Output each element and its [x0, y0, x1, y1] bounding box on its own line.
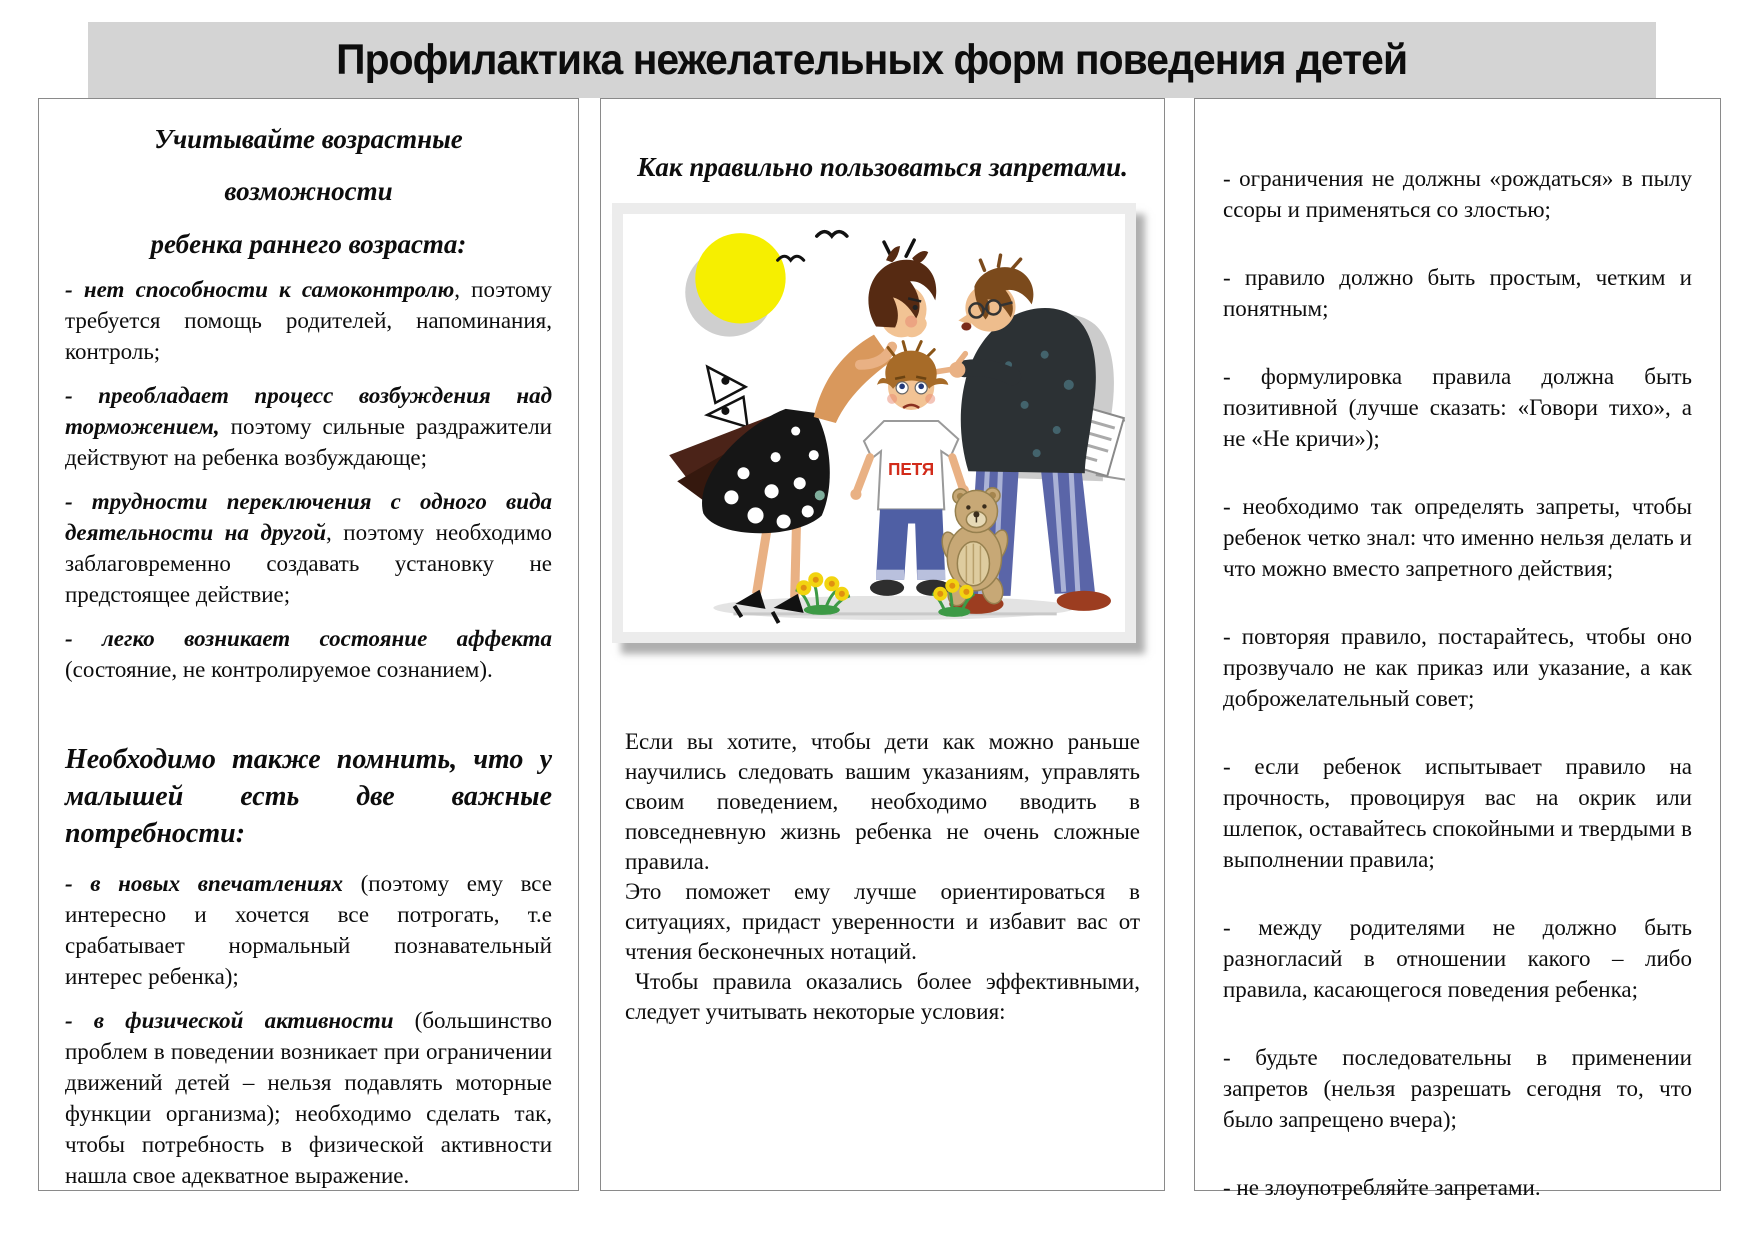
ground-shadow [713, 596, 1074, 620]
sun-icon [685, 233, 785, 336]
rule-item: - если ребенок испытывает правило на прочность, провоцируя вас на окрик или шлепок, оставайтесь спокойными и твердыми в выполнении правила; [1223, 754, 1692, 872]
left-heading-line: возможности [224, 176, 393, 207]
family-scolding-svg [623, 214, 1125, 632]
rule-item: - будьте последовательны в применении запретов (нельзя разрешать сегодня то, что было запрещено вчера); [1223, 1045, 1692, 1132]
rule-item: - правило должно быть простым, четким и понятным; [1223, 265, 1692, 321]
panel-how-to-use-prohibitions [600, 98, 1165, 1191]
list-item: - в физической активности (большинство проблем в поведении возникает при ограничении движений детей – нельзя подавлять моторные функции организма); необходимо сделать так, чтобы потребность в физической активности нашла свое адекватное выражение. [65, 1008, 552, 1189]
paragraph: Чтобы правила оказались более эффективными, следует учитывать некоторые условия: [625, 969, 1140, 1024]
paragraph: Это поможет ему лучше ориентироваться в ситуациях, придаст уверенности и избавит вас от чтения бесконечных нотаций. [625, 879, 1140, 964]
left-heading-line: Учитывайте возрастные [154, 124, 463, 154]
left-heading-line: ребенка раннего возраста: [150, 228, 467, 259]
list-item: - легко возникает состояние аффекта (состояние, не контролируемое сознанием). [65, 626, 552, 683]
birds-icon [778, 232, 847, 261]
paragraph: Если вы хотите, чтобы дети как можно раньше научились следовать вашим указаниям, управлять своим поведением, необходимо вводить в повседневную жизнь ребенка не очень сложные правила. [625, 729, 1140, 874]
rule-item: - формулировка правила должна быть позитивной (лучше сказать: «Говори тихо», а не «Не кричи»); [1223, 364, 1692, 451]
rule-item: - между родителями не должно быть разногласий в отношении какого – либо правила, касающегося поведения ребенка; [1223, 915, 1692, 1002]
list-item: - в новых впечатлениях (поэтому ему все интересно и хочется все потрогать, т.е срабатывает нормальный познавательный интерес ребенка); [65, 871, 552, 990]
rule-item: - повторяя правило, постарайтесь, чтобы оно прозвучало не как приказ или указание, а как доброжелательный совет; [1223, 624, 1692, 711]
left-subheading: Необходимо также помнить, что у малышей есть две важные потребности: [65, 744, 552, 850]
middle-heading: Как правильно пользоваться запретами. [637, 152, 1128, 182]
panel-prohibition-rules [1194, 98, 1721, 1200]
rule-item: - ограничения не должны «рождаться» в пылу ссоры и применяться со злостью; [1223, 166, 1692, 222]
rule-item: - не злоупотребляйте запретами. [1223, 1175, 1541, 1200]
title-banner [88, 22, 1656, 98]
rule-item: - необходимо так определять запреты, чтобы ребенок четко знал: что именно нельзя делать и что можно вместо запретного действия; [1223, 494, 1692, 581]
shirt-label: ПЕТЯ [888, 460, 935, 480]
page-title: Профилактика нежелательных форм поведения детей [336, 35, 1408, 84]
middle-text-block [625, 727, 1140, 1027]
list-item: - трудности переключения с одного вида деятельности на другой, поэтому необходимо заблаговременно создавать установку не предстоящее действие; [65, 489, 553, 608]
list-item: - нет способности к самоконтролю, поэтому требуется помощь родителей, напоминания, контроль; [65, 277, 552, 365]
list-item: - преобладает процесс возбуждения над торможением, поэтому сильные раздражители действуют на ребенка возбуждающе; [65, 383, 552, 471]
family-scolding-illustration [612, 203, 1136, 643]
panel-age-capabilities [38, 98, 579, 1191]
